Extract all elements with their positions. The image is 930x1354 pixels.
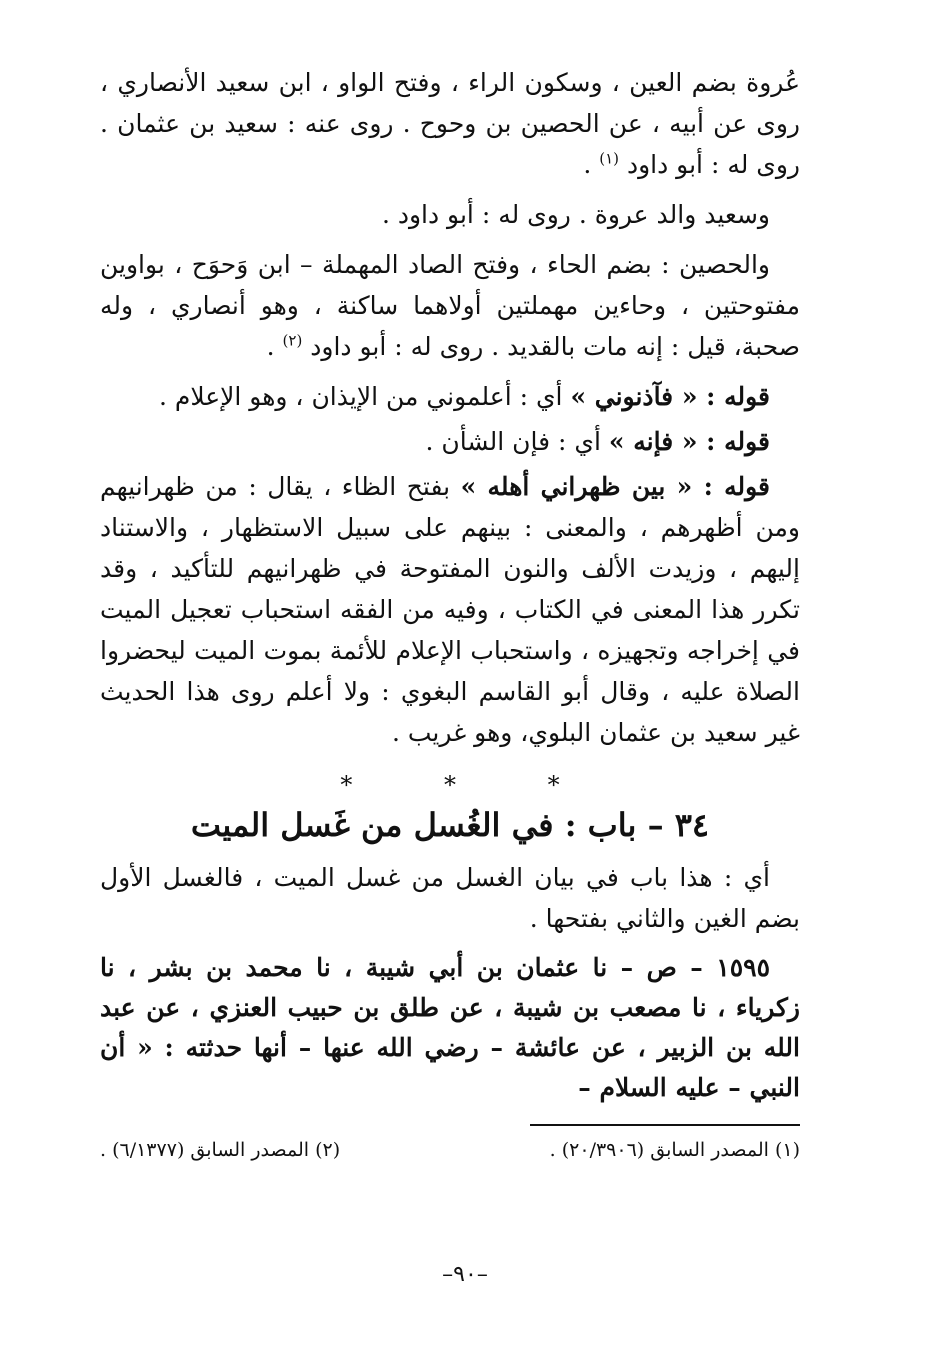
- footnote-marker-2: (٢): [282, 331, 303, 350]
- footnote-1: (١) المصدر السابق (٢٠/٣٩٠٦) .: [549, 1139, 800, 1161]
- paragraph-urwa: [100, 62, 800, 185]
- page-number: –٩٠–: [442, 1262, 488, 1287]
- page-body: [100, 62, 800, 1164]
- paragraph-text: وسعيد والد عروة . روى له : أبو داود .: [381, 200, 770, 229]
- paragraph-bayna-zahrani: [100, 466, 800, 753]
- paragraph-fainnahu: [100, 421, 800, 462]
- section-separator: * * *: [340, 771, 602, 799]
- paragraph-text: والحصين : بضم الحاء ، وفتح الصاد المهملة – ابن وَحوَح ، بواوين مفتوحتين ، وحاءين مهملتين أولاهما ساكنة ، وهو أنصاري ، وله صحبة، قيل : إنه مات بالقديد . روى له : أبو داود: [100, 250, 800, 361]
- footnote-marker-1: (١): [599, 149, 619, 168]
- paragraph-text: بفتح الظاء ، يقال : من ظهرانيهم ومن أظهرهم ، والمعنى : بينهم على سبيل الاستظهار ، والاستناد إليهم ، وزيدت الألف والنون المفتوحة في ظهرانيهم للتأكيد ، وقد تكرر هذا المعنى في الكتاب ، وفيه من الفقه استحباب تعجيل الميت في إخراجه وتجهيزه ، واستحباب الإعلام للأئمة بموت الميت ليحضروا الصلاة عليه ، وقال أبو القاسم البغوي : ولا أعلم روى هذا الحديث غير سعيد بن عثمان البلوي، وهو غريب .: [100, 472, 800, 747]
- paragraph-husain: [100, 244, 800, 367]
- quote-lead: قوله : « فإنه »: [608, 427, 770, 456]
- footnotes: [100, 1136, 800, 1164]
- paragraph-tail: .: [266, 332, 283, 361]
- paragraph-text: عُروة بضم العين ، وسكون الراء ، وفتح الواو ، ابن سعيد الأنصاري ، روى عن أبيه ، عن الحصين بن وحوح . روى عنه : سعيد بن عثمان . روى له : أبو داود: [100, 68, 800, 179]
- paragraph-text: أي : فإن الشأن .: [425, 427, 609, 456]
- paragraph-saeed: [100, 194, 800, 235]
- quote-lead: قوله : « بين ظهراني أهله »: [460, 472, 770, 501]
- paragraph-faadhinuni: [100, 376, 800, 417]
- chapter-title: ٣٤ – باب : في الغُسل من غَسل الميت: [190, 806, 710, 844]
- footnote-divider: [530, 1124, 800, 1126]
- paragraph-tail: .: [583, 150, 600, 179]
- paragraph-text: أي : أعلموني من الإيذان ، وهو الإعلام .: [158, 382, 571, 411]
- quote-lead: قوله : « فآذنوني »: [570, 382, 770, 411]
- chapter-intro: أي : هذا باب في بيان الغسل من غسل الميت ، فالغسل الأول بضم الغين والثاني بفتحها .: [100, 863, 800, 933]
- footnote-2: (٢) المصدر السابق (٦/١٣٧٧) .: [100, 1139, 341, 1161]
- hadith-text: ١٥٩٥ – ص – نا عثمان بن أبي شيبة ، نا محمد بن بشر ، نا زكرياء ، نا مصعب بن شيبة ، عن طلق بن حبيب العنزي ، عن عبد الله بن الزبير ، عن عائشة – رضي الله عنها – أنها حدثته : « أن النبي – عليه السلام –: [100, 953, 800, 1102]
